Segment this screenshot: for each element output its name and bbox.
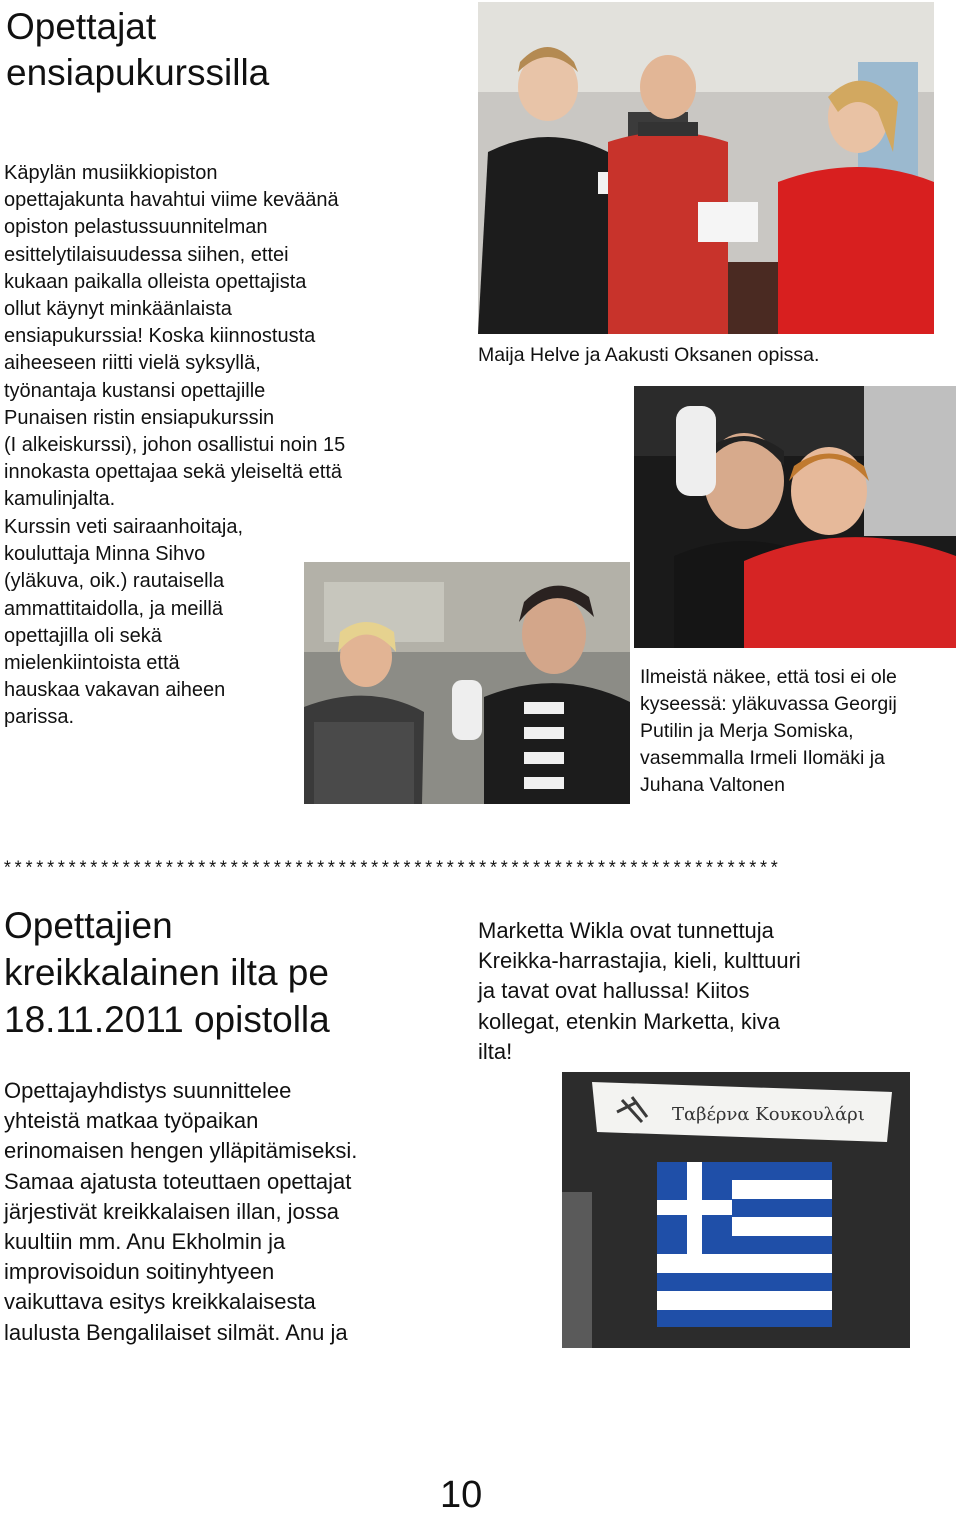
taverna-sign-text: Ταβέρνα Κουκουλάρι <box>672 1104 865 1125</box>
page-number: 10 <box>440 1474 483 1516</box>
photo-greek-flag <box>562 1072 910 1348</box>
section-separator: ************************************************************************ <box>2 860 780 880</box>
article1-title: Opettajat ensiapukurssilla <box>6 6 270 93</box>
article2-continuation: Marketta Wikla ovat tunnettuja Kreikka-harrastajia, kieli, kulttuuri ja tavat ovat hallussa! Kiitos kollegat, etenkin Marketta, kiva ilta! <box>478 918 801 1064</box>
article1-paragraph2: Kurssin veti sairaanhoitaja, kouluttaja Minna Sihvo (yläkuva, oik.) rautaisella ammattitaidolla, ja meillä opettajilla oli sekä mielenkiintoista että hauskaa vakavan aiheen parissa. <box>4 516 244 729</box>
photo-smiling-pair <box>304 562 630 804</box>
article2-title: Opettajien kreikkalainen ilta pe 18.11.2011 opistolla <box>4 905 330 1040</box>
photo-first-aid-training <box>478 2 934 334</box>
article1-paragraph1: Käpylän musiikkiopiston opettajakunta havahtui viime keväänä opiston pelastussuunnitelman esittelytilaisuudessa siihen, ettei kukaan paikalla olleista opettajista ollut käynyt minkäänlaista ensiapukurssia! Koska kiinnostusta aiheeseen riitti vielä syksyllä, työnantaja kustansi opettajille Punaisen ristin ensiapukurssin (I alkeiskurssi), johon osallistui noin 15 innokasta opettajaa sekä yleiseltä että kamulinjalta. <box>4 162 346 511</box>
photo1-caption: Maija Helve ja Aakusti Oksanen opissa. <box>478 344 820 366</box>
greek-flag-icon <box>657 1162 832 1327</box>
photo-bandaged-hand <box>634 386 956 648</box>
photo2-caption: Ilmeistä näkee, että tosi ei ole kyseessä: yläkuvassa Georgij Putilin ja Merja Somiska, vasemmalla Irmeli Ilomäki ja Juhana Valtonen <box>640 666 897 796</box>
article2-paragraph: Opettajayhdistys suunnittelee yhteistä matkaa työpaikan erinomaisen hengen ylläpitämiseksi. Samaa ajatusta toteuttaen opettajat järjestivät kreikkalaisen illan, jossa kuultiin mm. Anu Ekholmin ja improvisoidun soitinyhtyeen vaikuttava esitys kreikkalaisesta laulusta Bengalilaiset silmät. Anu ja <box>4 1078 358 1345</box>
